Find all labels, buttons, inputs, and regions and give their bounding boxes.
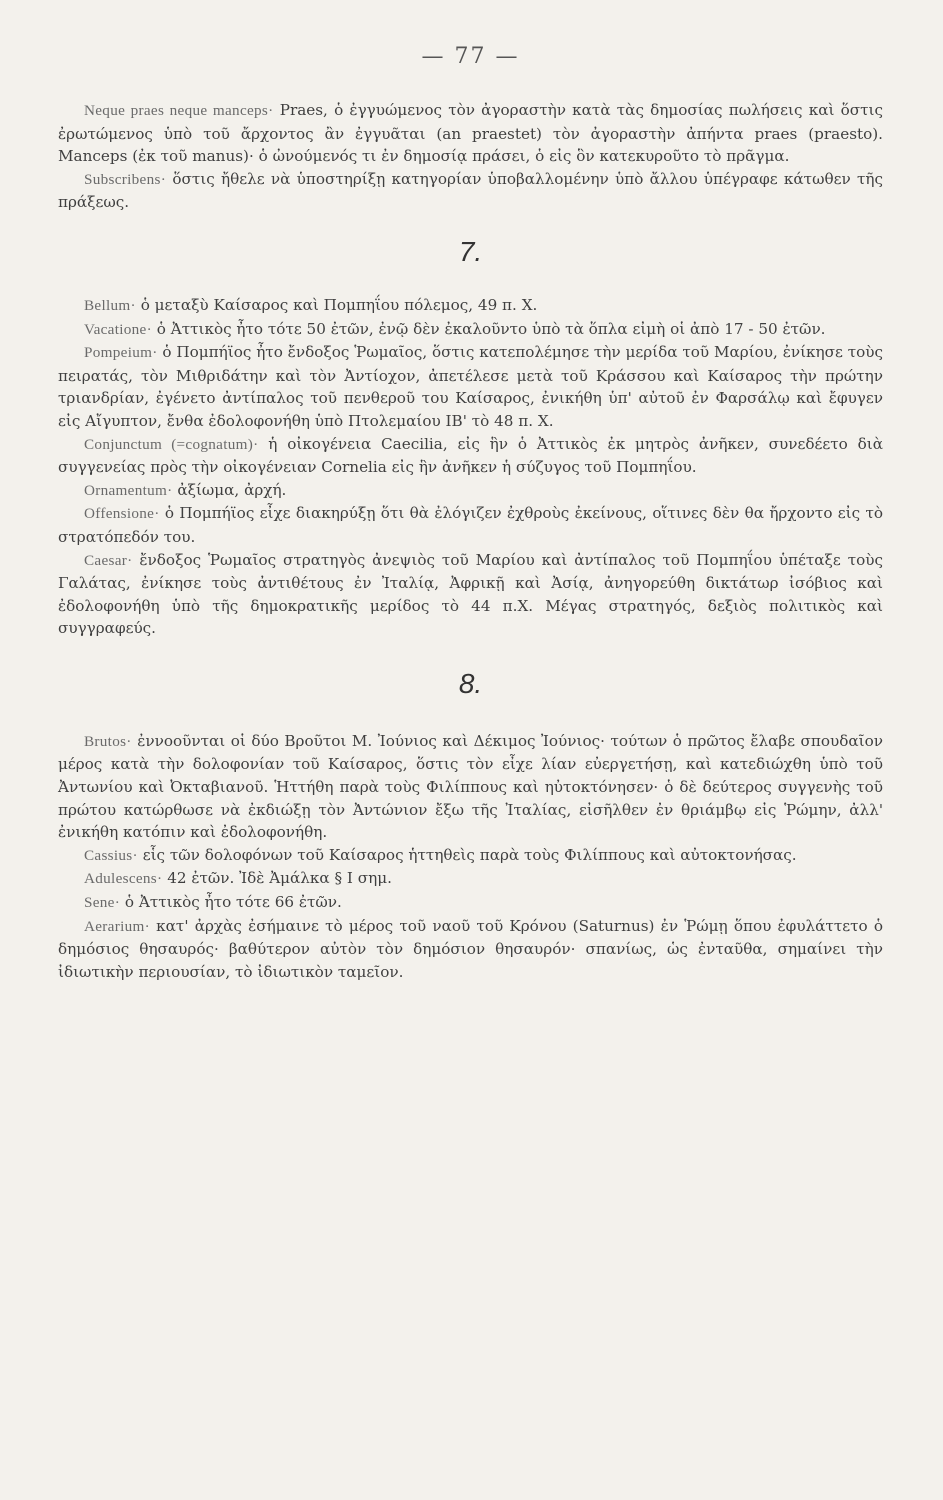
entry-adulescens [58,867,883,891]
entry-text: ὁ Πομπήϊος εἶχε διακηρύξῃ ὅτι θὰ ἐλόγιζεν ἐχθροὺς ἐκείνους, οἵτινες δὲν θα ἤρχοντο εἰς τὸ στρατόπεδόν του. [58,504,884,546]
entry-term: Conjunctum (=cognatum)· [84,435,259,453]
entry-text: ἡ οἰκογένεια Caecilia, εἰς ἣν ὁ Ἀττικὸς ἐκ μητρὸς ἀνῆκεν, συνεδέετο διὰ συγγενείας πρὸς τὴν οἰκογένειαν Cornelia εἰς ἣν ἀνῆκεν ἡ σύζυγος τοῦ Πομπηΐου. [58,434,883,477]
entry-term: Brutos· [84,732,132,750]
entry-term: Pompeium· [84,344,158,362]
entry-text: ἐννοοῦνται οἱ δύο Βροῦτοι Μ. Ἰούνιος καὶ Δέκιμος Ἰούνιος· τούτων ὁ πρῶτος ἔλαβε σπουδαῖον μέρος κατὰ τὴν δολοφονίαν τοῦ Καίσαρος, ὅστις τὸν εἶχε λίαν εὐεργετήσῃ, καὶ κατεδιώχθη ὑπὸ τοῦ Ἀντωνίου καὶ Ὀκταβιανοῦ. Ἡττήθη παρὰ τοὺς Φιλίππους καὶ ηὐτοκτόνησεν· ὁ δὲ δεύτερος συγγενὴς τοῦ πρώτου κατώρθωσε νὰ ἐκδιώξῃ τὸν Ἀντώνιον ἔξω τῆς Ἰταλίας, εἰσῆλθεν ἐν θριάμβῳ εἰς Ῥώμην, ἀλλ' ἐνικήθη κατόπιν καὶ ἐδολοφονήθη. [58,731,883,842]
entry-text: 42 ἐτῶν. Ἰδὲ Ἀμάλκα § I σημ. [167,869,392,888]
entry-conjunctum [58,433,883,479]
entry-term: Bellum· [84,296,136,314]
entry-term: Aerarium· [84,917,150,935]
entry-subscribens [58,168,883,214]
entry-text: ἔνδοξος Ῥωμαῖος στρατηγὸς ἀνεψιὸς τοῦ Μαρίου καὶ ἀντίπαλος τοῦ Πομπηΐου ὑπέταξε τοὺς Γαλάτας, ἐνίκησε τοὺς ἀντιθέτους ἐν Ἰταλίᾳ, Ἀφρικῇ καὶ Ἀσίᾳ, ἀνηγορεύθη δικτάτωρ ἰσόβιος καὶ ἐδολοφονήθη ὑπὸ τῆς δημοκρατικῆς μερίδος τὸ 44 π.Χ. Μέγας στρατηγός, δεξιὸς πολιτικὸς καὶ συγγραφεύς. [58,550,883,638]
entry-term: Ornamentum· [84,481,173,499]
entry-text: ὁ Ἀττικὸς ἦτο τότε 50 ἐτῶν, ἐνῷ δὲν ἐκαλοῦντο ὑπὸ τὰ ὅπλα εἰμὴ οἱ ἀπὸ 17 - 50 ἐτῶν. [156,319,826,338]
section-7-entries [58,294,883,640]
entry-neque-praes [58,99,883,168]
entry-term: Cassius· [84,846,138,864]
entry-text: ὁ Πομπήϊος ἦτο ἔνδοξος Ῥωμαῖος, ὅστις κατεπολέμησε τὴν μερίδα τοῦ Μαρίου, ἐνίκησε τοὺς πειρατάς, τὸν Μιθριδάτην καὶ τὸν Ἀντίοχον, ἀπετέλεσε μετὰ τοῦ Κράσσου καὶ Καίσαρος τὴν πρώτην τριανδρίαν, ἐγένετο ἀντίπαλος τοῦ πενθεροῦ του Καίσαρος, ἐνικήθη ὑπ' αὐτοῦ ἐν Φαρσάλῳ καὶ ἔφυγεν εἰς Αἴγυπτον, ἔνθα ἐδολοφονήθη ὑπὸ Πτολεμαίου ΙΒ' τὸ 48 π. Χ. [58,343,883,430]
entry-term: Adulescens· [84,870,163,888]
entry-text: κατ' ἀρχὰς ἐσήμαινε τὸ μέρος τοῦ ναοῦ τοῦ Κρόνου (Saturnus) ἐν Ῥώμῃ ὅπου ἐφυλάττετο ὁ δημόσιος θησαυρός· βαθύτερον αὐτὸν τὸν δημόσιον θησαυρόν· σπανίως, ὡς ἐνταῦθα, σημαίνει τὴν ἰδιωτικὴν περιουσίαν, τὸ ἰδιωτικὸν ταμεῖον. [58,916,884,981]
entry-aerarium [58,915,883,984]
entry-text: ὅστις ἤθελε νὰ ὑποστηρίξῃ κατηγορίαν ὑποβαλλομένην ὑπὸ ἄλλου ὑπέγραφε κάτωθεν τῆς πράξεως. [58,169,883,212]
section-heading-7: 7. [458,235,483,267]
entry-term: Subscribens· [84,170,167,188]
entry-text: εἷς τῶν δολοφόνων τοῦ Καίσαρος ἡττηθεὶς παρὰ τοὺς Φιλίππους καὶ αὐτοκτονήσας. [142,845,797,864]
page-number: — 77 — [421,44,520,69]
entry-text: ἀξίωμα, ἀρχή. [177,480,287,499]
section-8-entries [58,730,883,984]
entry-term: Vacatione· [84,320,152,338]
entry-offensione [58,502,883,548]
entry-term: Sene· [84,894,121,912]
top-entries [58,99,883,214]
entry-text: ὁ μεταξὺ Καίσαρος καὶ Πομπηΐου πόλεμος, 49 π. Χ. [140,295,538,314]
entry-cassius [58,844,883,868]
entry-pompeium [58,341,883,432]
entry-bellum [58,294,883,318]
entry-text: Praes, ὁ ἐγγυώμενος τὸν ἀγοραστὴν κατὰ τὰς δημοσίας πωλήσεις καὶ ὅστις ἐρωτώμενος ὑπὸ τοῦ ἄρχοντος ἂν ἐγγυᾶται (an praestet) τὸν ἀγοραστὴν ἀπήντα praes (praesto). Manceps (ἐκ τοῦ manus)· ὁ ὠνούμενός τι ἐν δημοσίᾳ πράσει, ὁ εἰς ὃν κατεκυροῦτο τὸ πρᾶγμα. [58,101,884,166]
entry-term: Offensione· [84,505,160,523]
entry-sene [58,891,883,915]
entry-ornamentum [58,479,883,503]
entry-caesar [58,549,883,640]
section-heading-8: 8. [458,667,483,699]
entry-brutos [58,730,883,844]
entry-text: ὁ Ἀττικὸς ἦτο τότε 66 ἐτῶν. [124,893,342,912]
entry-term: Caesar· [84,551,133,569]
entry-vacatione [58,318,883,342]
entry-term: Neque praes neque manceps· [84,102,274,119]
